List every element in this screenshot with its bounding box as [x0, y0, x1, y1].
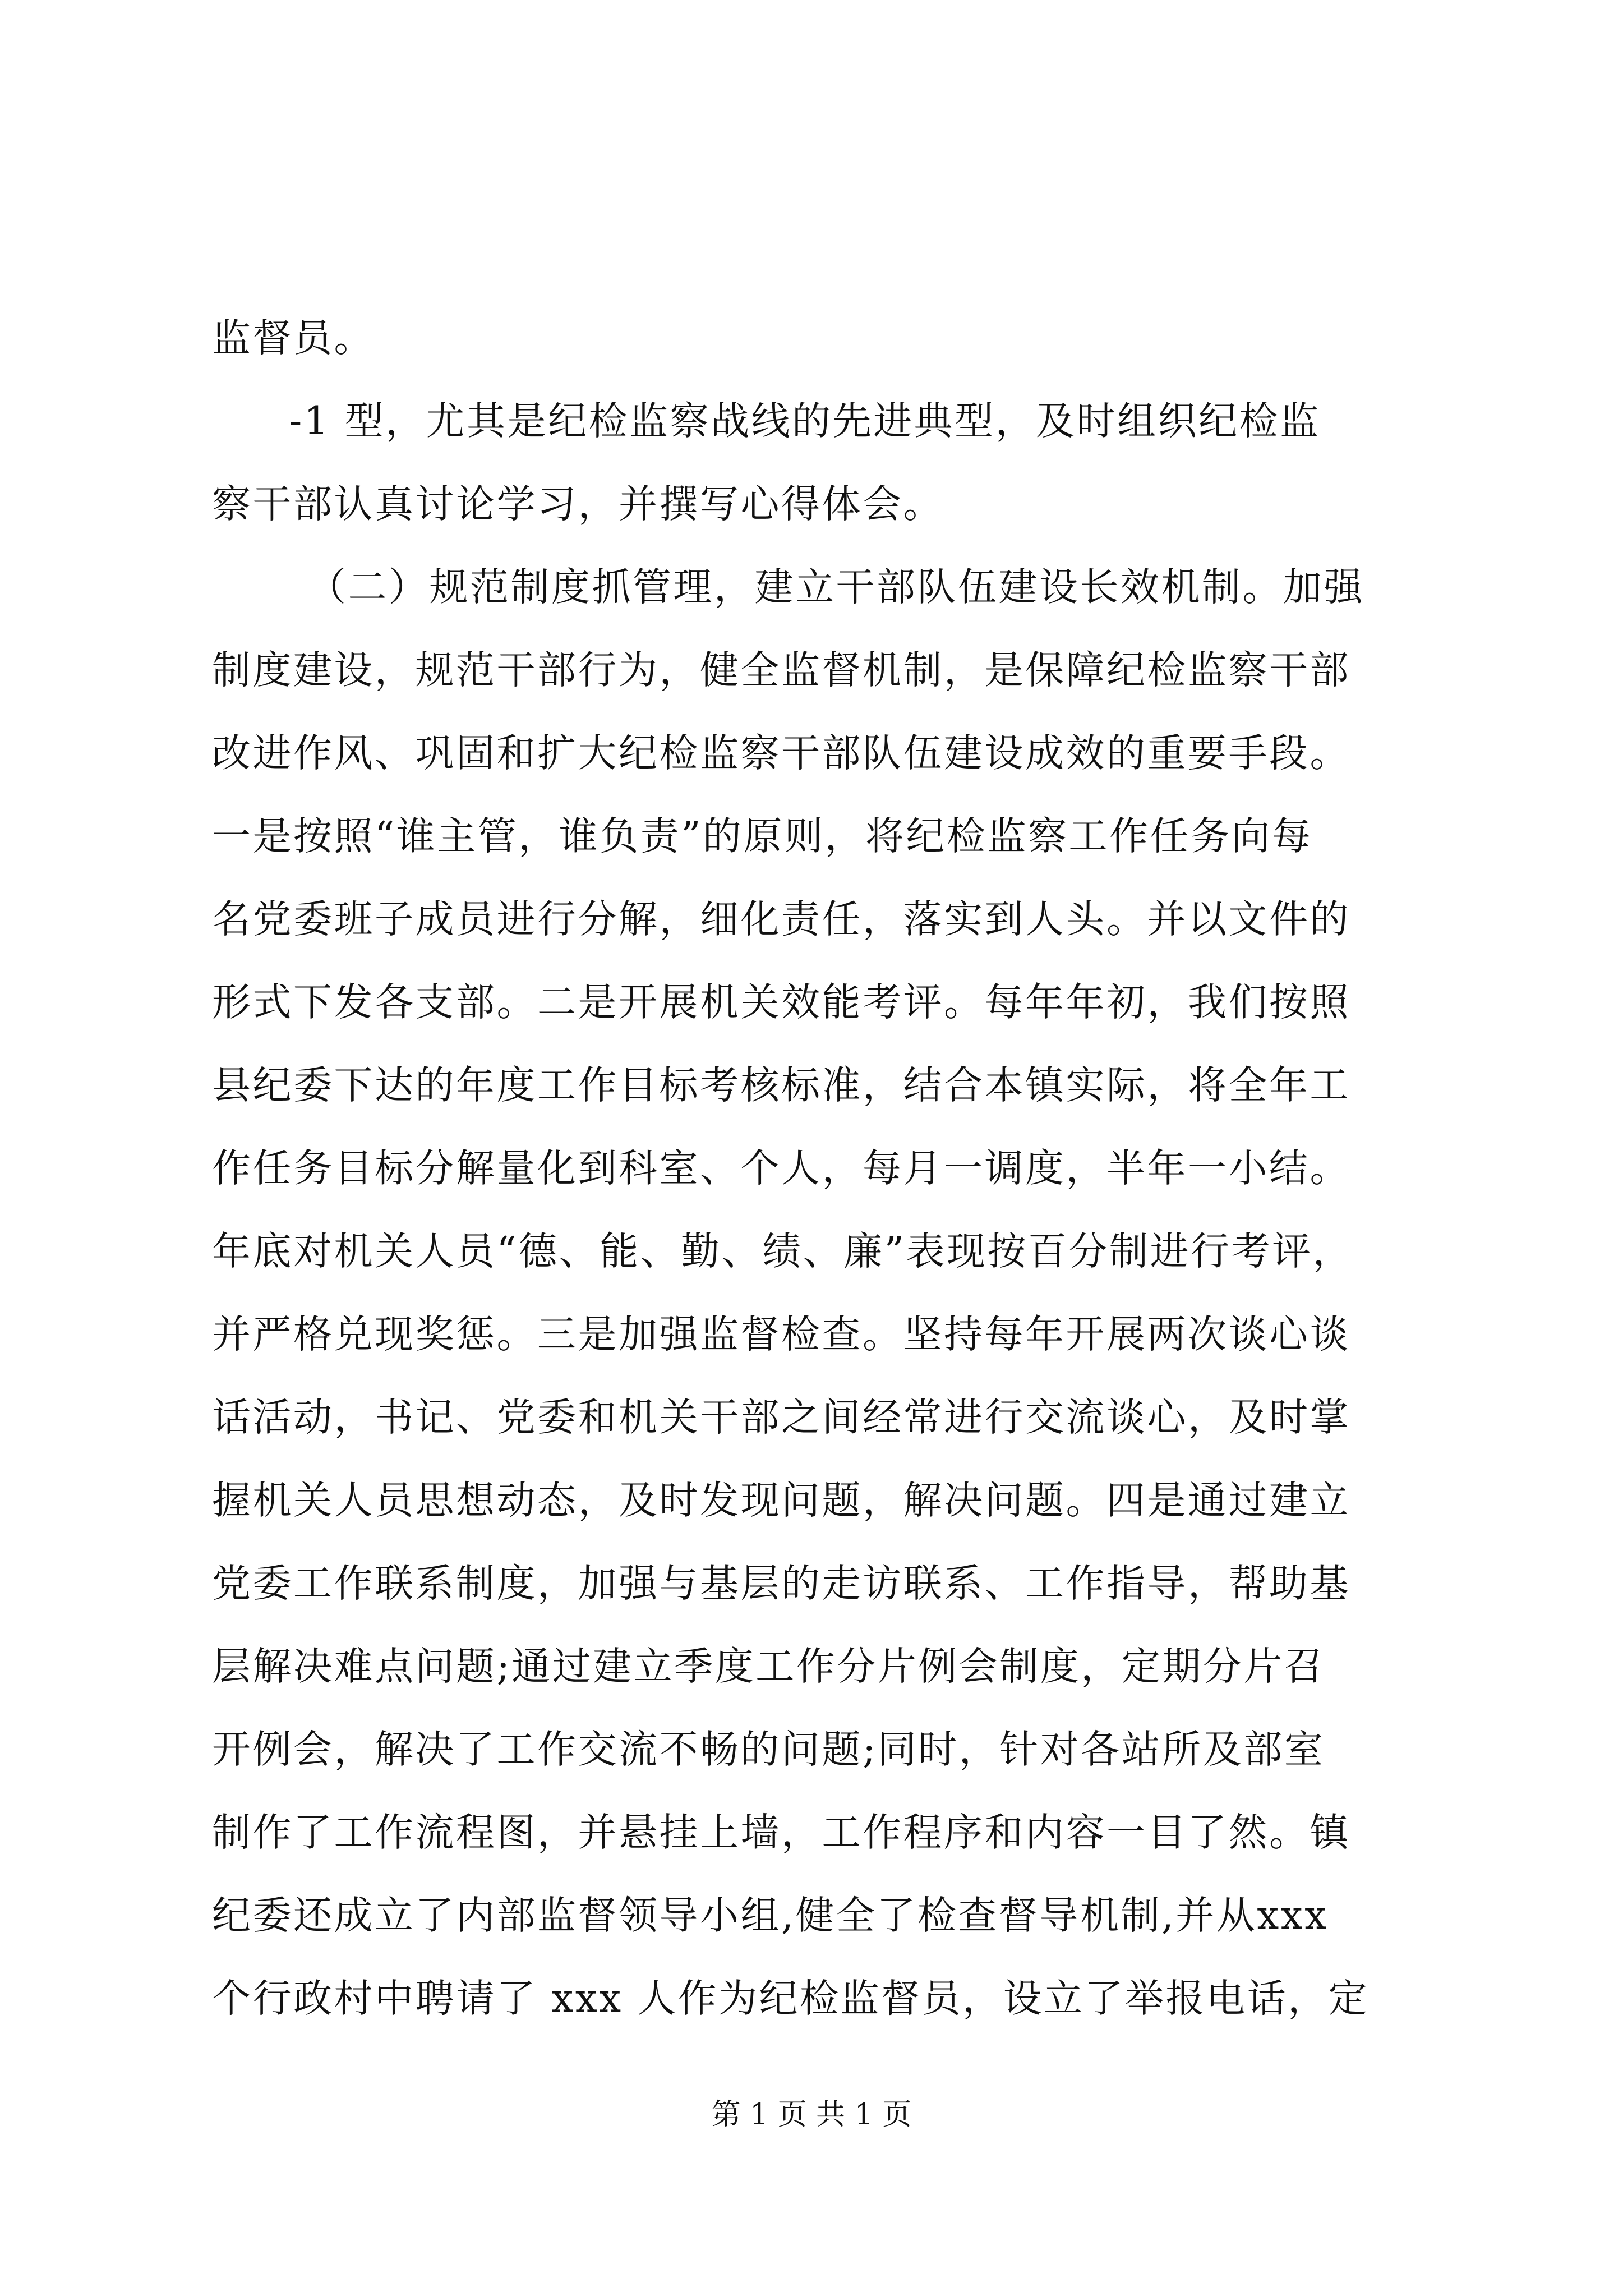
text-line-14: 话活动，书记、党委和机关干部之间经常进行交流谈心，及时掌: [212, 1395, 1350, 1440]
text-line-4: （二）规范制度抓管理，建立干部队伍建设长效机制。加强: [307, 565, 1364, 610]
text-line-2: -1 型，尤其是纪检监察战线的先进典型，及时组织纪检监: [289, 399, 1321, 444]
text-line-1: 监督员。: [212, 316, 375, 361]
text-line-8: 名党委班子成员进行分解，细化责任，落实到人头。并以文件的: [212, 897, 1350, 942]
text-line-18: 开例会，解决了工作交流不畅的问题;同时，针对各站所及部室: [212, 1727, 1325, 1772]
page-footer: 第 1 页 共 1 页: [711, 2098, 912, 2132]
text-line-17: 层解决难点问题;通过建立季度工作分片例会制度，定期分片召: [212, 1644, 1325, 1689]
text-line-11: 作任务目标分解量化到科室、个人，每月一调度，半年一小结。: [212, 1146, 1350, 1191]
text-line-5: 制度建设，规范干部行为，健全监督机制，是保障纪检监察干部: [212, 648, 1350, 693]
text-line-13: 并严格兑现奖惩。三是加强监督检查。坚持每年开展两次谈心谈: [212, 1312, 1350, 1357]
text-line-20: 纪委还成立了内部监督领导小组,健全了检查督导机制,并从xxx: [212, 1893, 1329, 1938]
text-line-19: 制作了工作流程图，并悬挂上墙，工作程序和内容一目了然。镇: [212, 1810, 1350, 1855]
text-line-10: 县纪委下达的年度工作目标考核标准，结合本镇实际，将全年工: [212, 1063, 1350, 1108]
text-line-7: 一是按照“谁主管，谁负责”的原则，将纪检监察工作任务向每: [212, 814, 1313, 859]
text-line-6: 改进作风、巩固和扩大纪检监察干部队伍建设成效的重要手段。: [212, 731, 1350, 776]
text-line-16: 党委工作联系制度，加强与基层的走访联系、工作指导，帮助基: [212, 1561, 1350, 1606]
text-line-12: 年底对机关人员“德、能、勤、绩、廉”表现按百分制进行考评，: [212, 1229, 1354, 1274]
text-line-9: 形式下发各支部。二是开展机关效能考评。每年年初，我们按照: [212, 980, 1350, 1025]
text-line-15: 握机关人员思想动态，及时发现问题，解决问题。四是通过建立: [212, 1478, 1350, 1523]
text-line-3: 察干部认真讨论学习，并撰写心得体会。: [212, 482, 944, 527]
text-line-21: 个行政村中聘请了 xxx 人作为纪检监督员，设立了举报电话，定: [212, 1976, 1370, 2021]
